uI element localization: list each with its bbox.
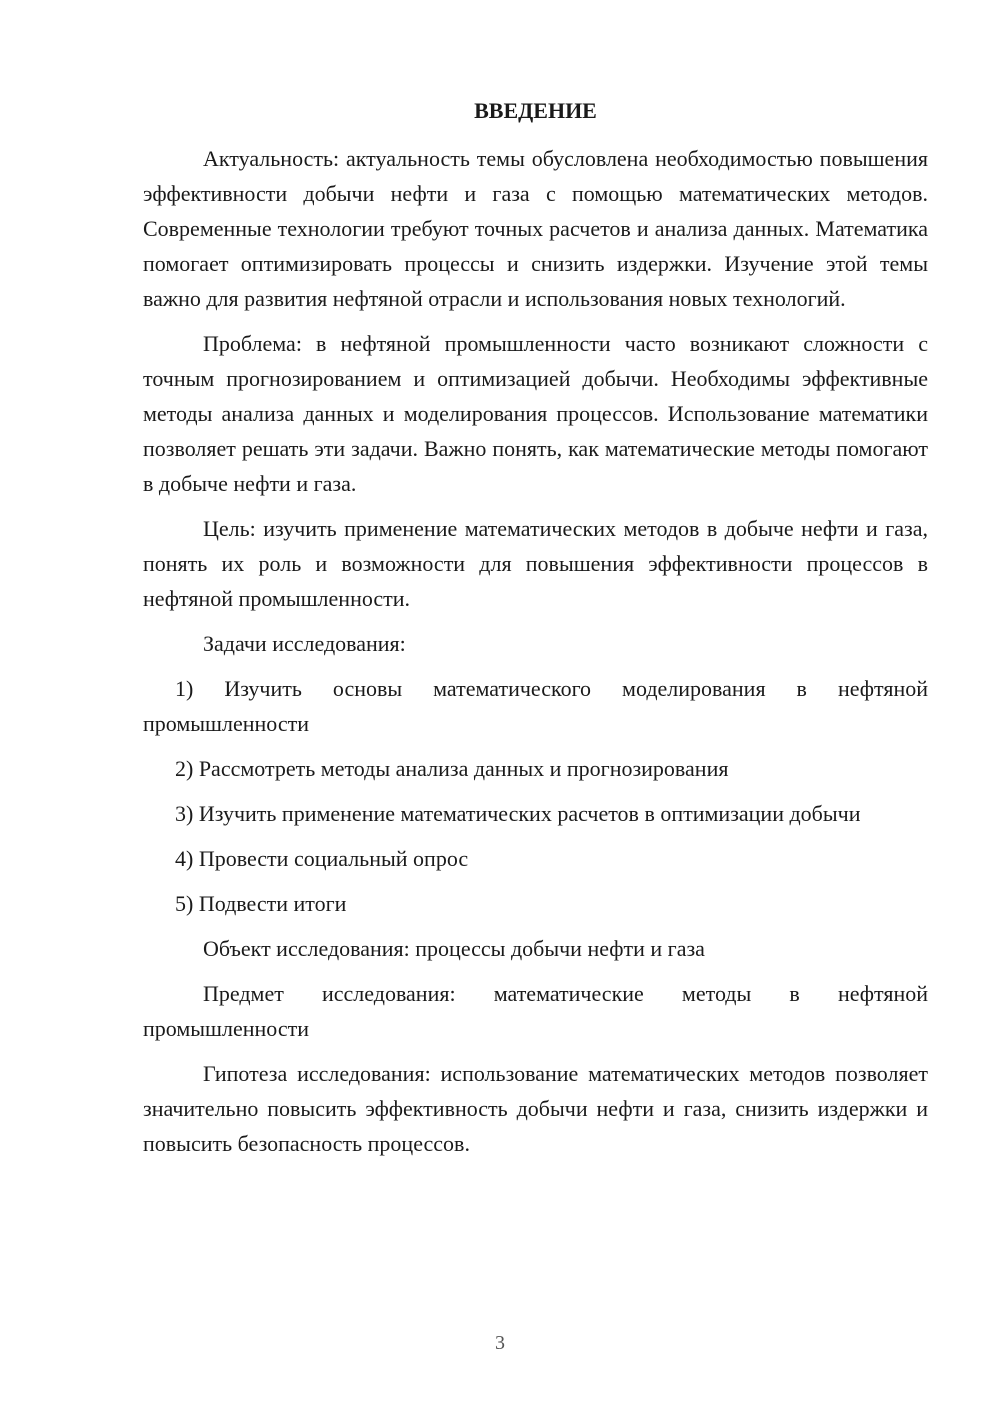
hypothesis-paragraph: Гипотеза исследования: использование математических методов позволяет значительно повысить эффективность добычи нефти и газа, снизить издержки и повысить безопасность процессов. <box>143 1061 928 1156</box>
goal-paragraph: Цель: изучить применение математических методов в добыче нефти и газа, понять их роль и возможности для повышения эффективности процессов в нефтяной промышленности. <box>143 516 928 611</box>
list-item: 2) Рассмотреть методы анализа данных и прогнозирования <box>175 756 729 781</box>
page-content <box>143 96 928 1171</box>
tasks-heading: Задачи исследования: <box>203 631 406 656</box>
list-item: 4) Провести социальный опрос <box>175 846 469 871</box>
list-item: 3) Изучить применение математических расчетов в оптимизации добычи <box>175 801 861 826</box>
section-title: ВВЕДЕНИЕ <box>474 98 597 123</box>
list-item: 1) Изучить основы математического моделирования в нефтяной промышленности <box>143 676 928 736</box>
problem-paragraph: Проблема: в нефтяной промышленности часто возникают сложности с точным прогнозированием и оптимизацией добычи. Необходимы эффективные методы анализа данных и моделирования процессов. Использование математики позволяет решать эти задачи. Важно понять, как математические методы помогают в добыче нефти и газа. <box>143 331 928 496</box>
list-item: 5) Подвести итоги <box>175 891 347 916</box>
subject-paragraph: Предмет исследования: математические методы в нефтяной промышленности <box>143 981 928 1041</box>
object-paragraph: Объект исследования: процессы добычи нефти и газа <box>203 936 705 961</box>
page-number: 3 <box>495 1332 505 1354</box>
relevance-paragraph: Актуальность: актуальность темы обусловлена необходимостью повышения эффективности добычи нефти и газа с помощью математических методов. Современные технологии требуют точных расчетов и анализа данных. Математика помогает оптимизировать процессы и снизить издержки. Изучение этой темы важно для развития нефтяной отрасли и использования новых технологий. <box>143 146 928 311</box>
